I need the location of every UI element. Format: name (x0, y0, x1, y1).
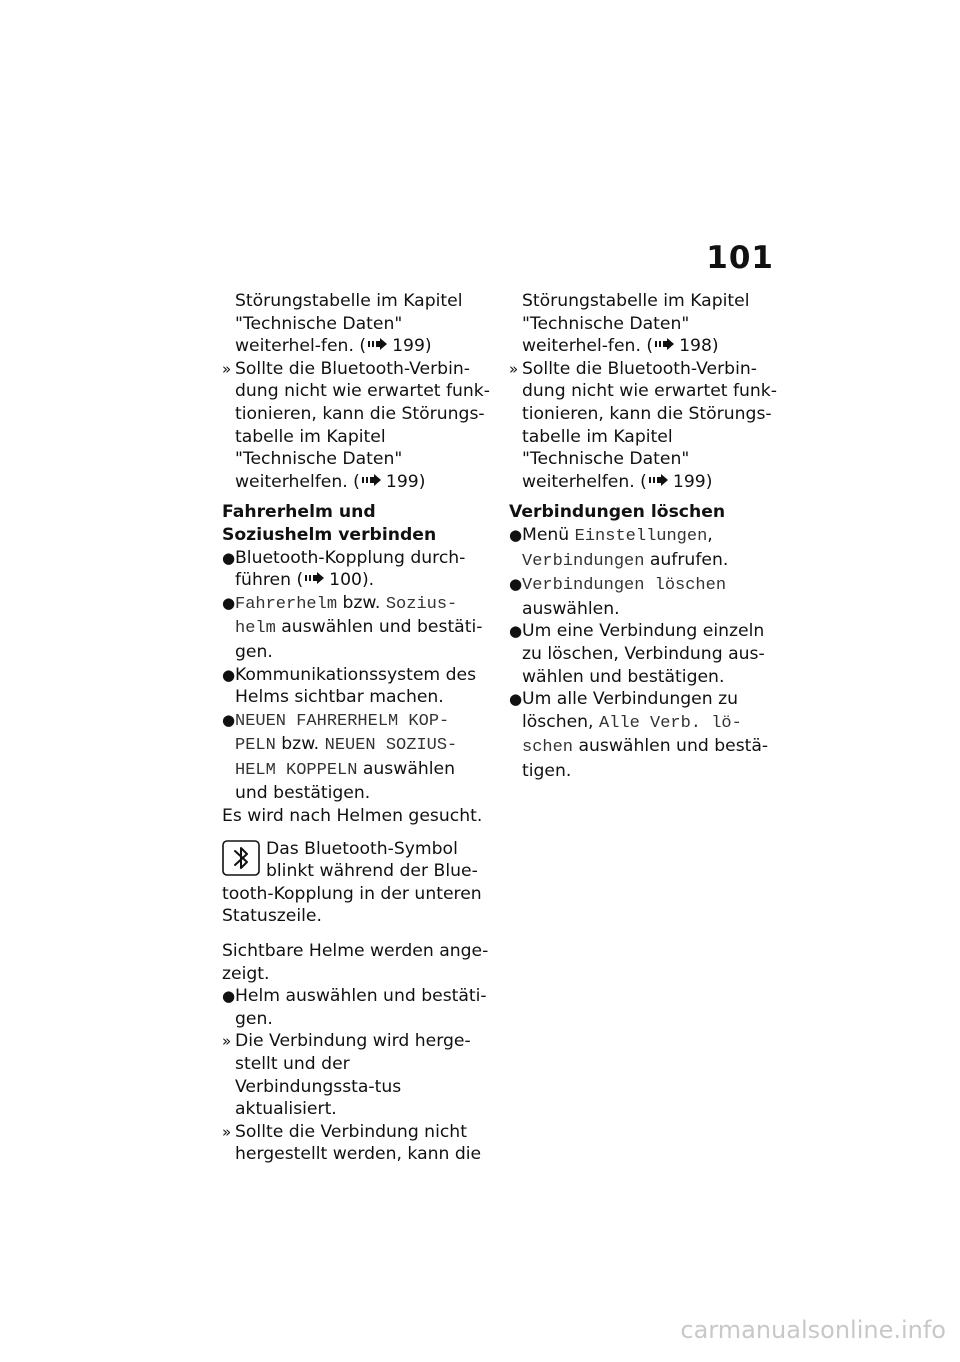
step-item: ● Um alle Verbindungen zu löschen, Alle Verb. lö-schen auswählen und bestä-tigen. (509, 689, 769, 781)
step-item: ● NEUEN FAHRERHELM KOP-PELN bzw. NEUEN SOZIUS-HELM KOPPELN auswählen und bestätigen. (222, 710, 458, 804)
result-item: » Sollte die Bluetooth-Verbin-dung nicht wie erwartet funk-tionieren, kann die Störungs-tabelle im Kapitel "Technische Daten" weiterhelfen. ( 199) (222, 358, 490, 492)
menu-term: Alle Verb. lö-schen (522, 713, 742, 758)
result-item: » Die Verbindung wird herge-stellt und der Verbindungssta-tus aktualisiert. (222, 1031, 471, 1120)
bullet-marker: ● (222, 987, 236, 1006)
right-column (509, 290, 777, 782)
section-heading: Verbindungen löschen (509, 502, 726, 523)
arrow-reference-icon (649, 474, 669, 486)
bullet-marker: ● (509, 575, 523, 594)
bluetooth-note: Das Bluetooth-Symbol blinkt während der Blue-tooth-Kopplung in der unteren Statuszeile. (222, 838, 482, 927)
step-item: ● Kommunikationssystem des Helms sichtbar machen. (222, 664, 477, 708)
arrow-reference-icon (305, 572, 325, 584)
section-heading: Fahrerhelm und Soziushelm verbinden (222, 502, 437, 545)
result-marker: » (222, 359, 232, 378)
result-item: » Sollte die Verbindung nicht hergestellt werden, kann die (222, 1121, 482, 1165)
bullet-marker: ● (222, 548, 236, 567)
bluetooth-icon (222, 840, 260, 876)
menu-term: NEUEN FAHRERHELM KOP-PELN (235, 711, 450, 756)
menu-term: Einstellungen (574, 526, 708, 546)
menu-term: Verbindungen (522, 551, 645, 571)
arrow-reference-icon (362, 474, 382, 486)
bullet-marker: ● (509, 690, 523, 709)
result-marker: » (222, 1032, 232, 1051)
result-marker: » (509, 359, 519, 378)
step-item: ● Helm auswählen und bestäti-gen. (222, 986, 487, 1029)
menu-term: Sozius-helm (235, 594, 458, 639)
status-text: Es wird nach Helmen gesucht. (222, 806, 483, 827)
info-text: Sichtbare Helme werden ange-zeigt. (222, 941, 489, 984)
step-item: ● Um eine Verbindung einzeln zu löschen, Verbindung aus-wählen und bestätigen. (509, 621, 765, 687)
page-number: 101 (706, 240, 774, 276)
arrow-reference-icon (655, 338, 675, 350)
menu-term: Verbindungen löschen (522, 576, 727, 596)
bullet-marker: ● (509, 525, 523, 544)
left-column (222, 290, 490, 1166)
result-item: » Sollte die Bluetooth-Verbin-dung nicht wie erwartet funk-tionieren, kann die Störungs-tabelle im Kapitel "Technische Daten" weiterhelfen. ( 199) (509, 358, 777, 492)
result-marker: » (222, 1122, 232, 1141)
step-item: ● Bluetooth-Kopplung durch-führen ( 100). (222, 547, 466, 591)
step-item: ● Verbindungen löschen auswählen. (509, 575, 727, 619)
bullet-marker: ● (222, 593, 236, 612)
menu-term: NEUEN SOZIUS-HELM KOPPELN (235, 736, 458, 780)
bullet-marker: ● (222, 710, 236, 729)
bullet-marker: ● (509, 622, 523, 641)
bullet-marker: ● (222, 665, 236, 684)
menu-term: Fahrerhelm (235, 594, 338, 614)
continued-paragraph: Störungstabelle im Kapitel "Technische Daten" weiterhel-fen. ( 199) (235, 291, 463, 357)
watermark: carmanualsonline.info (680, 1316, 946, 1344)
arrow-reference-icon (368, 338, 388, 350)
step-item: ● Menü Einstellungen, Verbindungen aufrufen. (509, 524, 729, 571)
continued-paragraph: Störungstabelle im Kapitel "Technische Daten" weiterhel-fen. ( 198) (522, 291, 750, 357)
step-item: ● Fahrerhelm bzw. Sozius-helm auswählen und bestäti-gen. (222, 592, 483, 662)
